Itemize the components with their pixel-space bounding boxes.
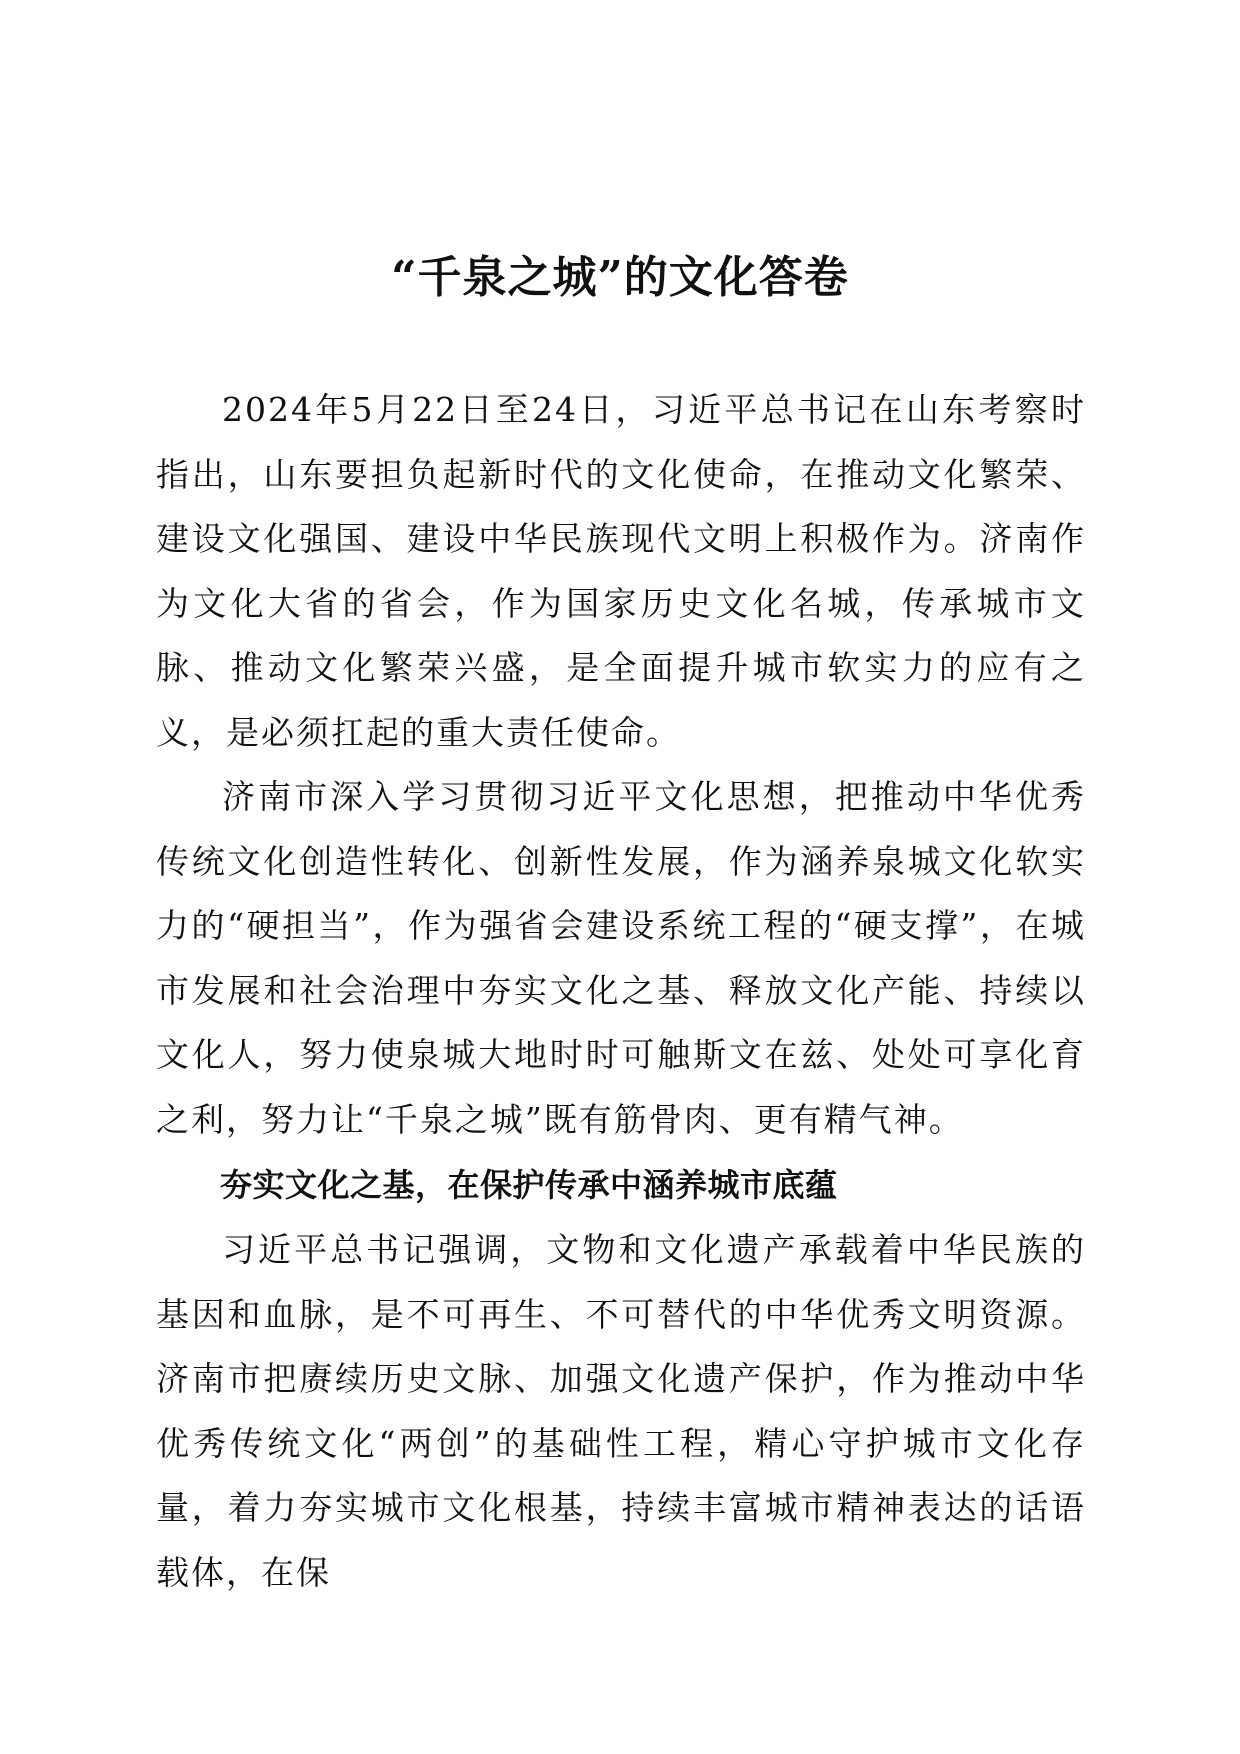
document-title: “千泉之城”的文化答卷 bbox=[391, 252, 849, 303]
section-heading: 夯实文化之基，在保护传承中涵养城市底蕴 bbox=[220, 1166, 838, 1204]
paragraph-jinan-strategy: 济南市深入学习贯彻习近平文化思想，把推动中华优秀传统文化创造性转化、创新性发展，作为涵养泉城文化软实力的“硬担当”，作为强省会建设系统工程的“硬支撑”，在城市发展和社会治理中夯实文化之基、释放文化产能、持续以文化人，努力使泉城大地时时可触斯文在兹、处处可享化育之利，努力让“千泉之城”既有筋骨肉、更有精气神。 bbox=[156, 777, 1086, 1139]
document-body bbox=[156, 378, 1086, 1605]
paragraph-intro: 2024年5月22日至24日，习近平总书记在山东考察时指出，山东要担负起新时代的文化使命，在推动文化繁荣、建设文化强国、建设中华民族现代文明上积极作为。济南作为文化大省的省会，作为国家历史文化名城，传承城市文脉、推动文化繁荣兴盛，是全面提升城市软实力的应有之义，是必须扛起的重大责任使命。 bbox=[156, 390, 1086, 752]
section-paragraph: 习近平总书记强调，文物和文化遗产承载着中华民族的基因和血脉，是不可再生、不可替代的中华优秀文明资源。济南市把赓续历史文脉、加强文化遗产保护，作为推动中华优秀传统文化“两创”的基础性工程，精心守护城市文化存量，着力夯实城市文化根基，持续丰富城市精神表达的话语载体，在保 bbox=[156, 1230, 1086, 1592]
